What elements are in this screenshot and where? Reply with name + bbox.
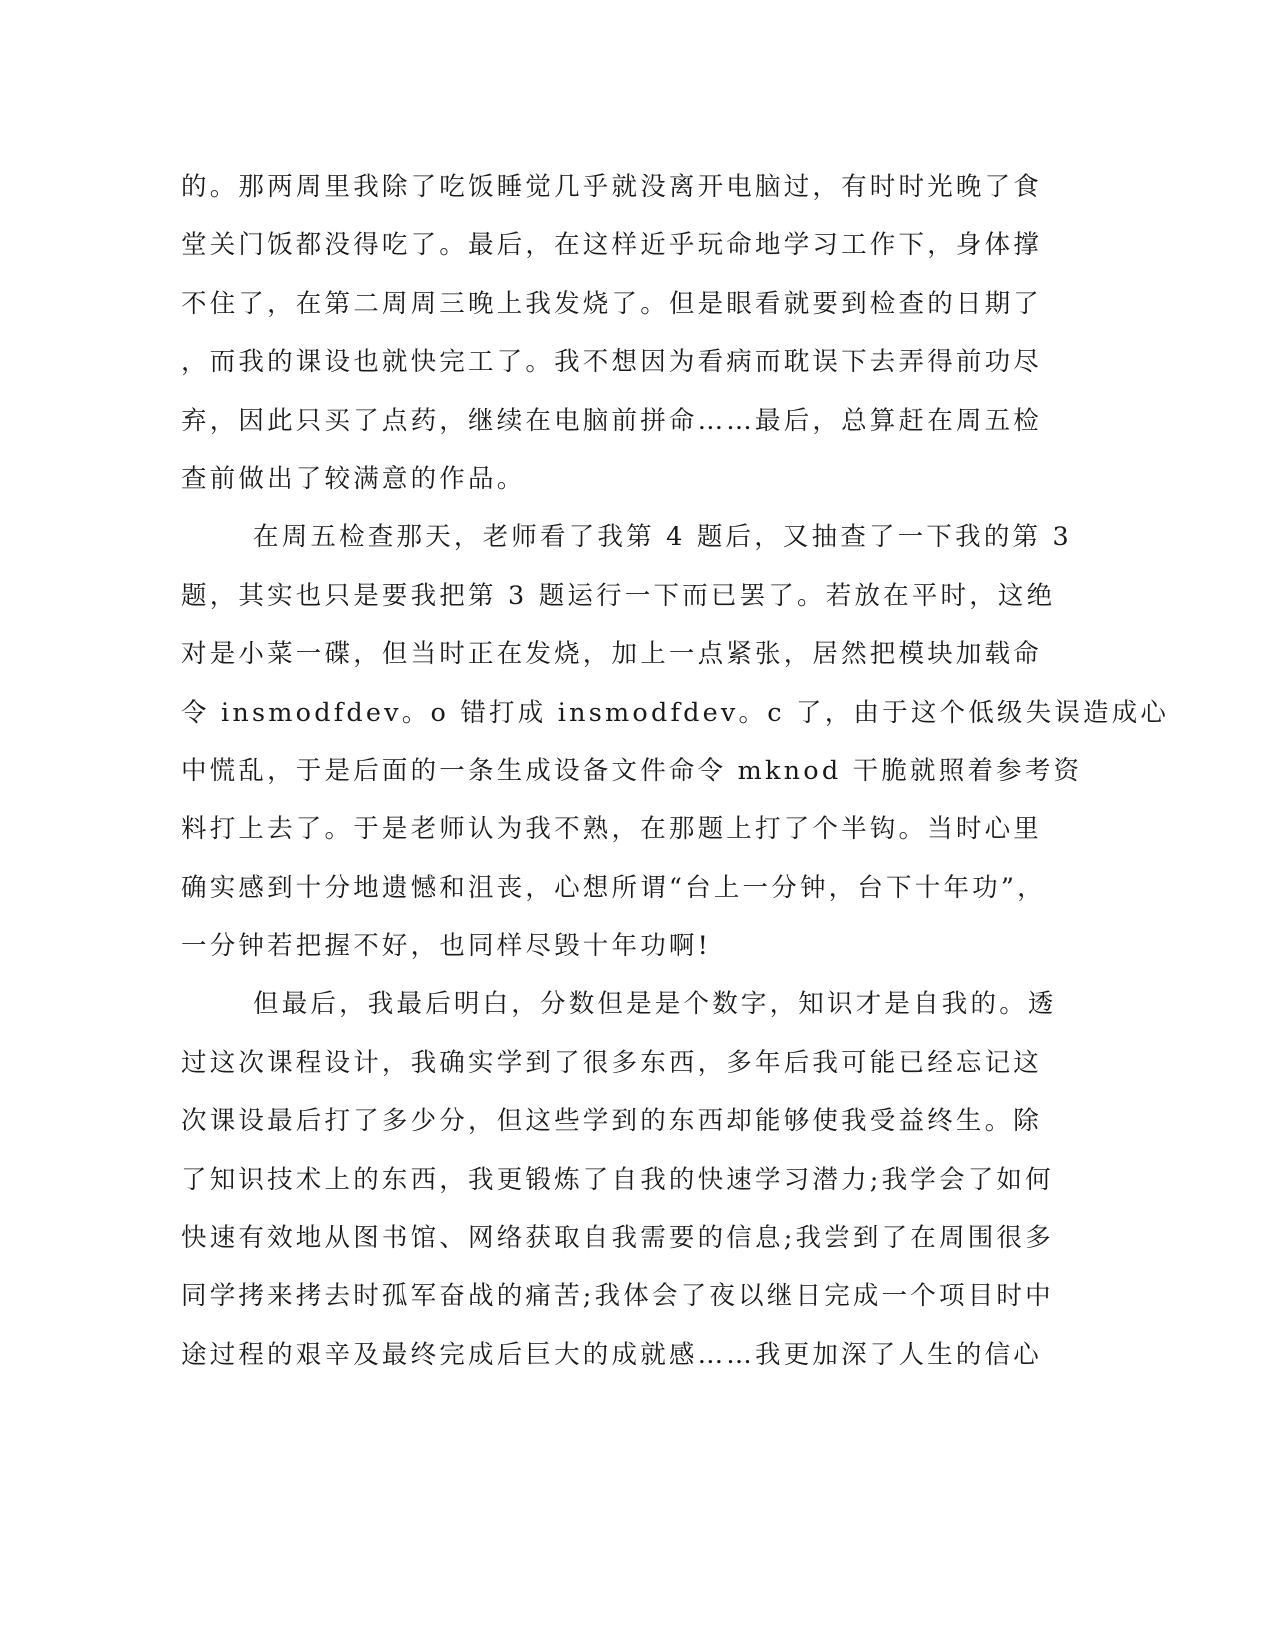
paragraph-line: 对是小菜一碟，但当时正在发烧，加上一点紧张，居然把模块加载命	[181, 639, 1043, 670]
paragraph-line: 途过程的艰辛及最终完成后巨大的成就感……我更加深了人生的信心	[181, 1339, 1043, 1370]
paragraph-line: 弃，因此只买了点药，继续在电脑前拼命……最后，总算赶在周五检	[181, 405, 1043, 436]
paragraph-line: 中慌乱，于是后面的一条生成设备文件命令 mknod 干脆就照着参考资	[181, 755, 1083, 786]
paragraph-line: 快速有效地从图书馆、网络获取自我需要的信息;我尝到了在周围很多	[181, 1223, 1054, 1254]
paragraph-line: 过这次课程设计，我确实学到了很多东西，多年后我可能已经忘记这	[181, 1047, 1043, 1078]
paragraph-line: 同学拷来拷去时孤军奋战的痛苦;我体会了夜以继日完成一个项目时中	[181, 1281, 1054, 1312]
paragraph-2	[181, 508, 1170, 975]
paragraph-line: 题，其实也只是要我把第 3 题运行一下而已罢了。若放在平时，这绝	[181, 580, 1056, 611]
paragraph-line: 料打上去了。于是老师认为我不熟，在那题上打了个半钩。当时心里	[181, 814, 1043, 845]
paragraph-line: 不住了，在第二周周三晚上我发烧了。但是眼看就要到检查的日期了	[181, 288, 1043, 319]
paragraph-3	[181, 975, 1057, 1384]
paragraph-line: 确实感到十分地遗憾和沮丧，心想所谓“台上一分钟，台下十年功”，	[181, 872, 1046, 903]
paragraph-first-line: 但最后，我最后明白，分数但是是个数字，知识才是自我的。透	[253, 989, 1057, 1020]
paragraph-line: 了知识技术上的东西，我更锻炼了自我的快速学习潜力;我学会了如何	[181, 1164, 1054, 1195]
paragraph-line: 次课设最后打了多少分，但这些学到的东西却能够使我受益终生。除	[181, 1106, 1043, 1137]
paragraph-1	[181, 158, 1041, 508]
paragraph-line: 的。那两周里我除了吃饭睡觉几乎就没离开电脑过，有时时光晚了食	[181, 172, 1043, 202]
paragraph-line: 查前做出了较满意的作品。	[181, 463, 526, 494]
paragraph-line: 一分钟若把握不好，也同样尽毁十年功啊!	[181, 931, 712, 962]
document-body	[181, 158, 1170, 1384]
paragraph-line: ，而我的课设也就快完工了。我不想因为看病而耽误下去弄得前功尽	[181, 347, 1043, 378]
paragraph-line: 令 insmodfdev。o 错打成 insmodfdev。c 了，由于这个低级失误造成心	[181, 697, 1170, 728]
paragraph-first-line: 在周五检查那天，老师看了我第 4 题后，又抽查了一下我的第 3	[253, 522, 1072, 553]
paragraph-line: 堂关门饭都没得吃了。最后，在这样近乎玩命地学习工作下，身体撑	[181, 230, 1043, 261]
